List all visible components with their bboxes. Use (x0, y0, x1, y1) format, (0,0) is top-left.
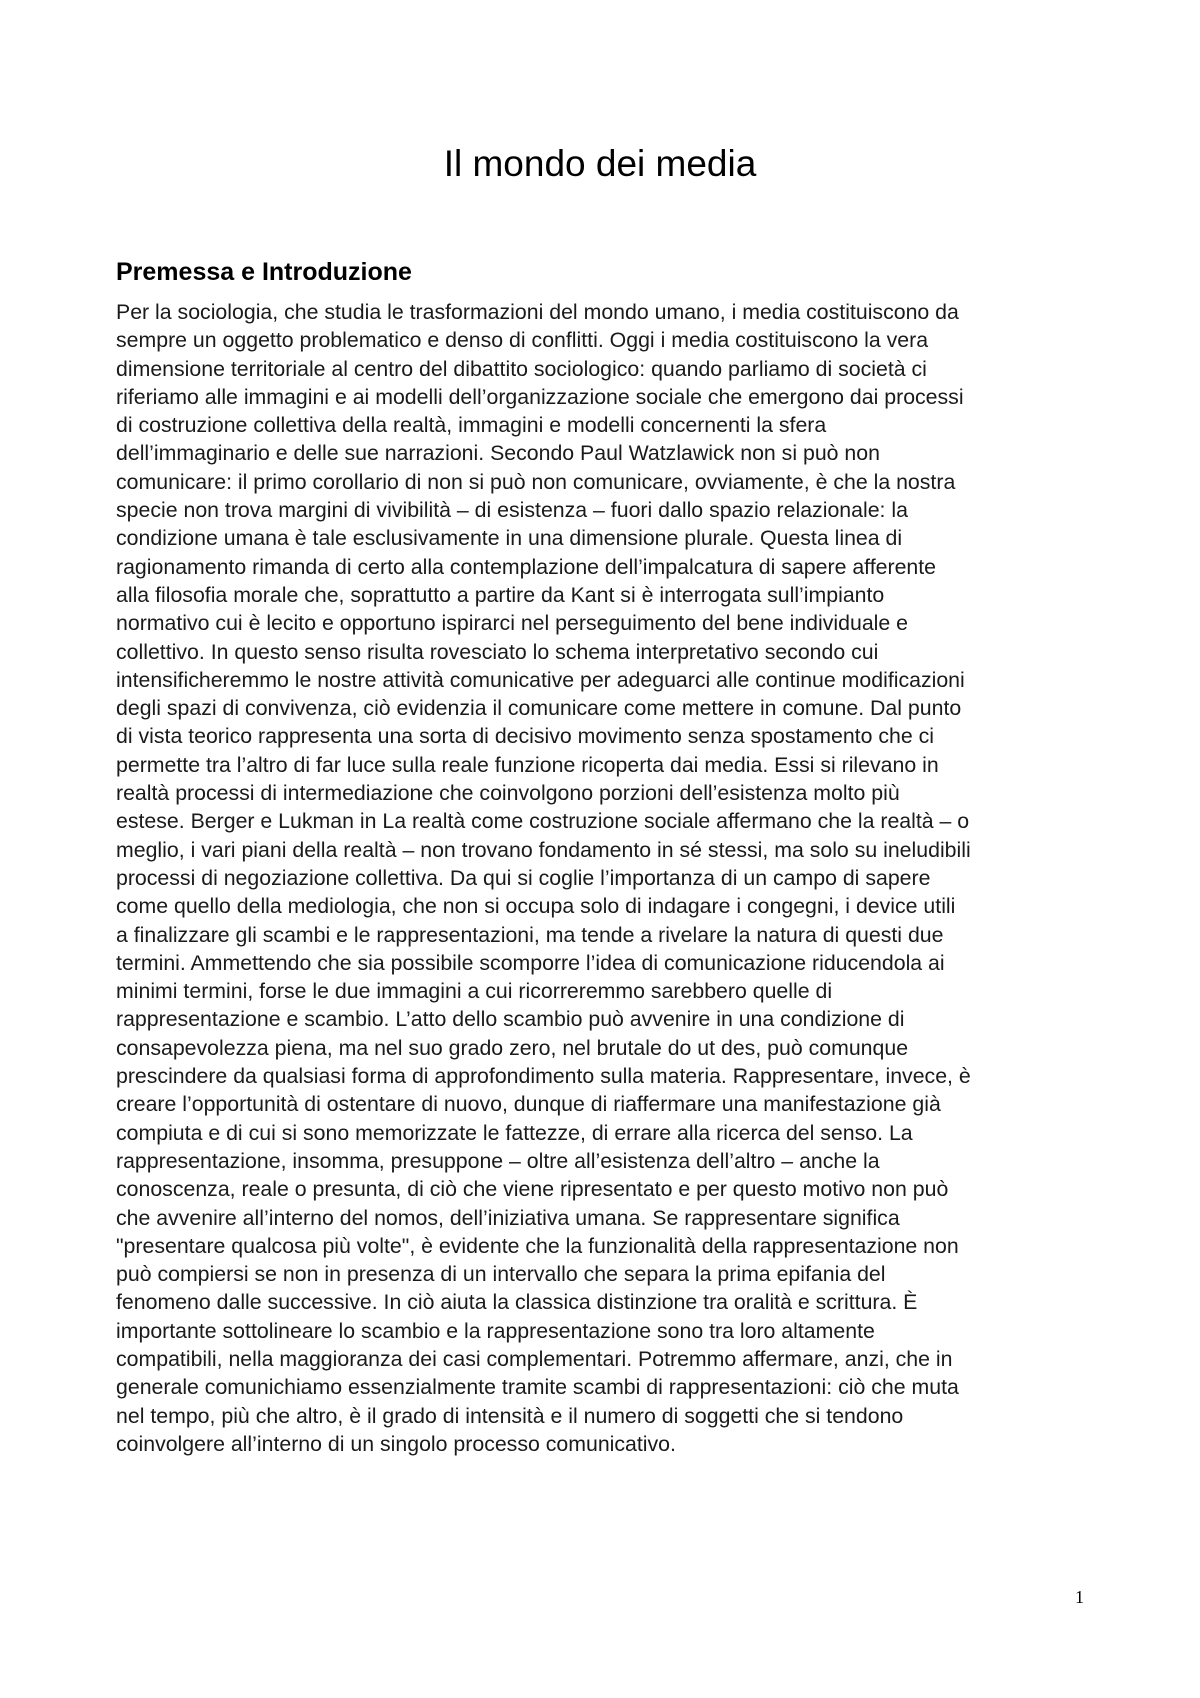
body-line: compiuta e di cui si sono memorizzate le fattezze, di errare alla ricerca del senso. La (116, 1120, 913, 1145)
body-line: intensificheremmo le nostre attività comunicative per adeguarci alle continue modificazioni (116, 667, 965, 692)
body-line: può compiersi se non in presenza di un intervallo che separa la prima epifania del (116, 1262, 886, 1287)
body-line: dimensione territoriale al centro del dibattito sociologico: quando parliamo di società ci (116, 356, 927, 381)
body-line: come quello della mediologia, che non si occupa solo di indagare i congegni, i device utili (116, 894, 956, 919)
section-heading: Premessa e Introduzione (116, 258, 412, 286)
body-line: importante sottolineare lo scambio e la rappresentazione sono tra loro altamente (116, 1318, 875, 1343)
body-line: meglio, i vari piani della realtà – non trovano fondamento in sé stessi, ma solo su ineludibili (116, 837, 971, 862)
body-line: realtà processi di intermediazione che coinvolgono porzioni dell’esistenza molto più (116, 781, 900, 806)
body-line: di vista teorico rappresenta una sorta di decisivo movimento senza spostamento che ci (116, 724, 934, 749)
body-line: estese. Berger e Lukman in La realtà come costruzione sociale affermano che la realtà – o (116, 809, 970, 834)
body-line: compatibili, nella maggioranza dei casi complementari. Potremmo affermare, anzi, che in (116, 1346, 953, 1371)
body-line: di costruzione collettiva della realtà, immagini e modelli concernenti la sfera (116, 413, 827, 438)
body-line: collettivo. In questo senso risulta rovesciato lo schema interpretativo secondo cui (116, 639, 879, 664)
body-line: comunicare: il primo corollario di non si può non comunicare, ovviamente, è che la nostra (116, 469, 956, 494)
body-line: termini. Ammettendo che sia possibile scomporre l’idea di comunicazione riducendola ai (116, 950, 945, 975)
body-line: conoscenza, reale o presunta, di ciò che viene ripresentato e per questo motivo non può (116, 1177, 949, 1202)
body-paragraph (116, 298, 1101, 1458)
body-line: dell’immaginario e delle sue narrazioni. Secondo Paul Watzlawick non si può non (116, 441, 880, 466)
body-line: prescindere da qualsiasi forma di approfondimento sulla materia. Rappresentare, invece, è (116, 1064, 971, 1089)
body-line: condizione umana è tale esclusivamente in una dimensione plurale. Questa linea di (116, 526, 903, 551)
body-line: minimi termini, forse le due immagini a cui ricorreremmo sarebbero quelle di (116, 979, 833, 1004)
body-line: Per la sociologia, che studia le trasformazioni del mondo umano, i media costituiscono da (116, 300, 959, 324)
body-line: consapevolezza piena, ma nel suo grado zero, nel brutale do ut des, può comunque (116, 1035, 909, 1060)
body-line: specie non trova margini di vivibilità – di esistenza – fuori dallo spazio relazionale: la (116, 498, 908, 523)
body-line: "presentare qualcosa più volte", è evidente che la funzionalità della rappresentazione non (116, 1233, 959, 1258)
body-line: nel tempo, più che altro, è il grado di intensità e il numero di soggetti che si tendono (116, 1403, 904, 1428)
body-line: sempre un oggetto problematico e denso di conflitti. Oggi i media costituiscono la vera (116, 328, 929, 353)
body-line: generale comunichiamo essenzialmente tramite scambi di rappresentazioni: ciò che muta (116, 1375, 959, 1400)
body-line: creare l’opportunità di ostentare di nuovo, dunque di riaffermare una manifestazione già (116, 1092, 941, 1117)
body-line: alla filosofia morale che, soprattutto a partire da Kant si è interrogata sull’impianto (116, 582, 885, 607)
body-line: fenomeno dalle successive. In ciò aiuta la classica distinzione tra oralità e scrittura. È (116, 1290, 918, 1315)
body-line: normativo cui è lecito e opportuno ispirarci nel perseguimento del bene individuale e (116, 611, 909, 636)
body-line: processi di negoziazione collettiva. Da qui si coglie l’importanza di un campo di sapere (116, 865, 931, 890)
page-number: 1 (1075, 1587, 1084, 1607)
body-line: degli spazi di convivenza, ciò evidenzia il comunicare come mettere in comune. Dal punto (116, 696, 962, 721)
body-line: riferiamo alle immagini e ai modelli dell’organizzazione sociale che emergono dai processi (116, 384, 964, 409)
body-line: coinvolgere all’interno di un singolo processo comunicativo. (116, 1431, 676, 1456)
body-line: rappresentazione e scambio. L’atto dello scambio può avvenire in una condizione di (116, 1007, 905, 1032)
body-line: ragionamento rimanda di certo alla contemplazione dell’impalcatura di sapere afferente (116, 554, 937, 579)
document-title: Il mondo dei media (443, 143, 757, 184)
body-line: a finalizzare gli scambi e le rappresentazioni, ma tende a rivelare la natura di questi due (116, 922, 944, 947)
body-line: rappresentazione, insomma, presuppone – oltre all’esistenza dell’altro – anche la (116, 1148, 880, 1173)
body-line: permette tra l’altro di far luce sulla reale funzione ricoperta dai media. Essi si rilevano in (116, 752, 939, 777)
body-line: che avvenire all’interno del nomos, dell’iniziativa umana. Se rappresentare significa (116, 1205, 900, 1230)
